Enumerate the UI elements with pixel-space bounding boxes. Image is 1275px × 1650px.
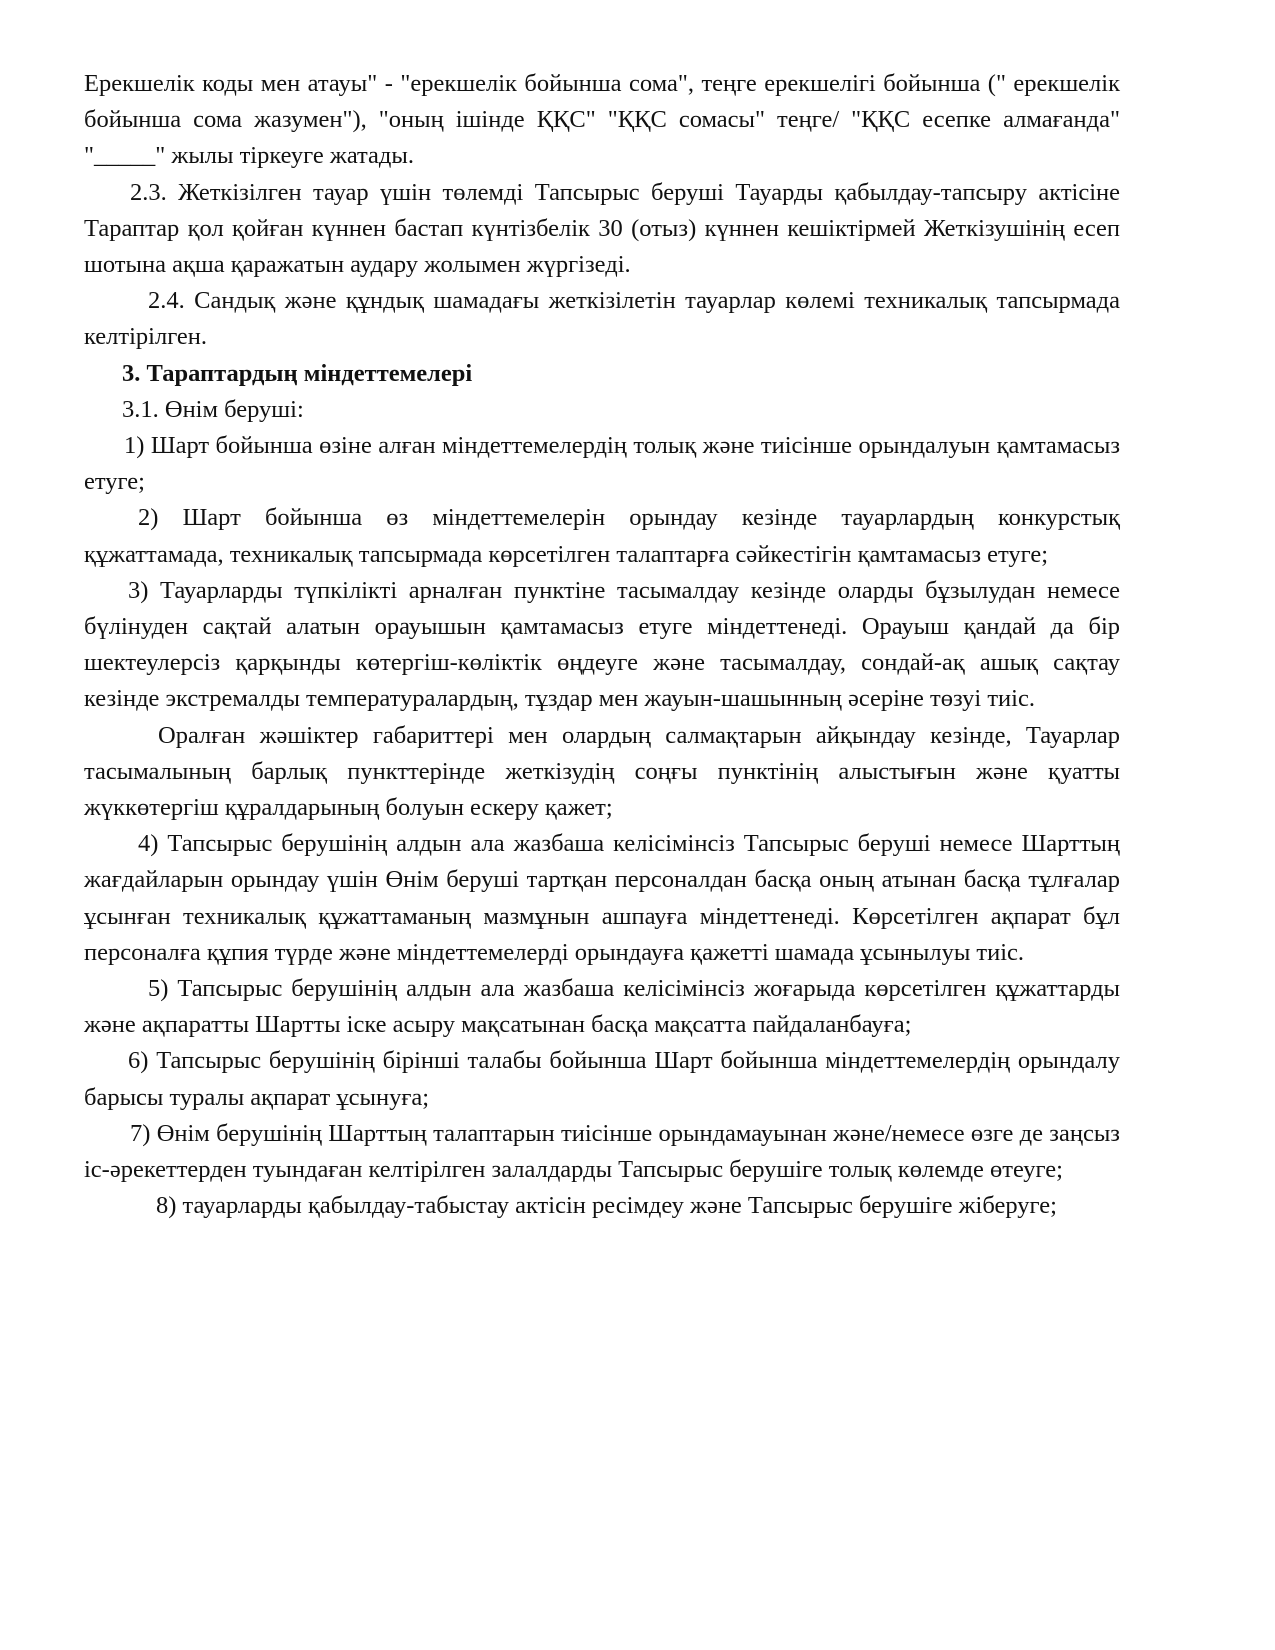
list-item: 3) Тауарларды түпкілікті арналған пунктіне тасымалдау кезінде оларды бұзылудан немесе бүлінуден сақтай алатын орауышын қамтамасыз етуге міндеттенеді. Орауыш қандай да бір шектеулерсіз қарқынды көтергіш-көліктік өңдеуге және тасымалдау, сондай-ақ ашық сақтау кезінде экстремалды температуралардың, тұздар мен жауын-шашынның әсеріне төзуі тиіс. xyxy=(84,576,1120,713)
intro-text-end: " жылы тіркеуге жатады. xyxy=(155,142,414,170)
list-item: 2) Шарт бойынша өз міндеттемелерін орындау кезінде тауарлардың конкурстық құжаттамада, техникалық тапсырмада көрсетілген талаптарға сәйкестігін қамтамасыз етуге; xyxy=(84,504,1120,568)
section-3-heading: 3. Тараптардың міндеттемелері xyxy=(122,359,473,387)
year-blank: _____ xyxy=(94,142,156,170)
list-item: Оралған жәшіктер габариттері мен олардың салмақтарын айқындау кезінде, Тауарлар тасымалының барлық пункттерінде жеткізудің соңғы пунктінің алыстығын және қуатты жүккөтергіш құралдарының болуын ескеру қажет; xyxy=(84,721,1120,822)
clause-2-4: 2.4. Сандық және құндық шамадағы жеткізілетін тауарлар көлемі техникалық тапсырмада келтірілген. xyxy=(84,287,1120,351)
intro-text: Ерекшелік коды мен атауы" - "ерекшелік бойынша сома", теңге ерекшелігі бойынша (" ерекшелік бойынша сома жазумен"), "оның ішінде ҚҚС" "ҚҚС сомасы" теңге/ "ҚҚС есепке алмағанда" " xyxy=(84,70,1120,170)
list-item: 7) Өнім берушінің Шарттың талаптарын тиісінше орындамауынан және/немесе өзге де заңсыз іс-әрекеттерден туындаған келтірілген залалдарды Тапсырыс берушіге толық көлемде өтеуге; xyxy=(84,1119,1120,1184)
list-item: 1) Шарт бойынша өзіне алған міндеттемелердің толық және тиісінше орындалуын қамтамасыз етуге; xyxy=(84,432,1120,496)
clause-3-1: 3.1. Өнім беруші: xyxy=(122,395,304,423)
clause-2-3: 2.3. Жеткізілген тауар үшін төлемді Тапсырыс беруші Тауарды қабылдау-тапсыру актісіне Тараптар қол қойған күннен бастап күнтізбелік 30 (отыз) күннен кешіктірмей Жеткізушінің есеп шотына ақша қаражатын аудару жолымен жүргізеді. xyxy=(84,178,1120,279)
document-page xyxy=(84,66,1120,1225)
list-item: 4) Тапсырыс берушінің алдын ала жазбаша келісімінсіз Тапсырыс беруші немесе Шарттың жағдайларын орындау үшін Өнім беруші тартқан персоналдан басқа оның атынан басқа тұлғалар ұсынған техникалық құжаттаманың мазмұнын ашпауға міндеттенеді. Көрсетілген ақпарат бұл персоналға құпия түрде және міндеттемелерді орындауға қажетті шамада ұсынылуы тиіс. xyxy=(84,830,1120,966)
list-item: 5) Тапсырыс берушінің алдын ала жазбаша келісімінсіз жоғарыда көрсетілген құжаттарды және ақпаратты Шартты іске асыру мақсатынан басқа мақсатта пайдаланбауға; xyxy=(84,975,1120,1039)
list-item: 8) тауарларды қабылдау-табыстау актісін ресімдеу және Тапсырыс берушіге жіберуге; xyxy=(156,1192,1057,1220)
list-item: 6) Тапсырыс берушінің бірінші талабы бойынша Шарт бойынша міндеттемелердің орындалу барысы туралы ақпарат ұсынуға; xyxy=(84,1047,1120,1111)
intro-paragraph xyxy=(84,66,1120,175)
